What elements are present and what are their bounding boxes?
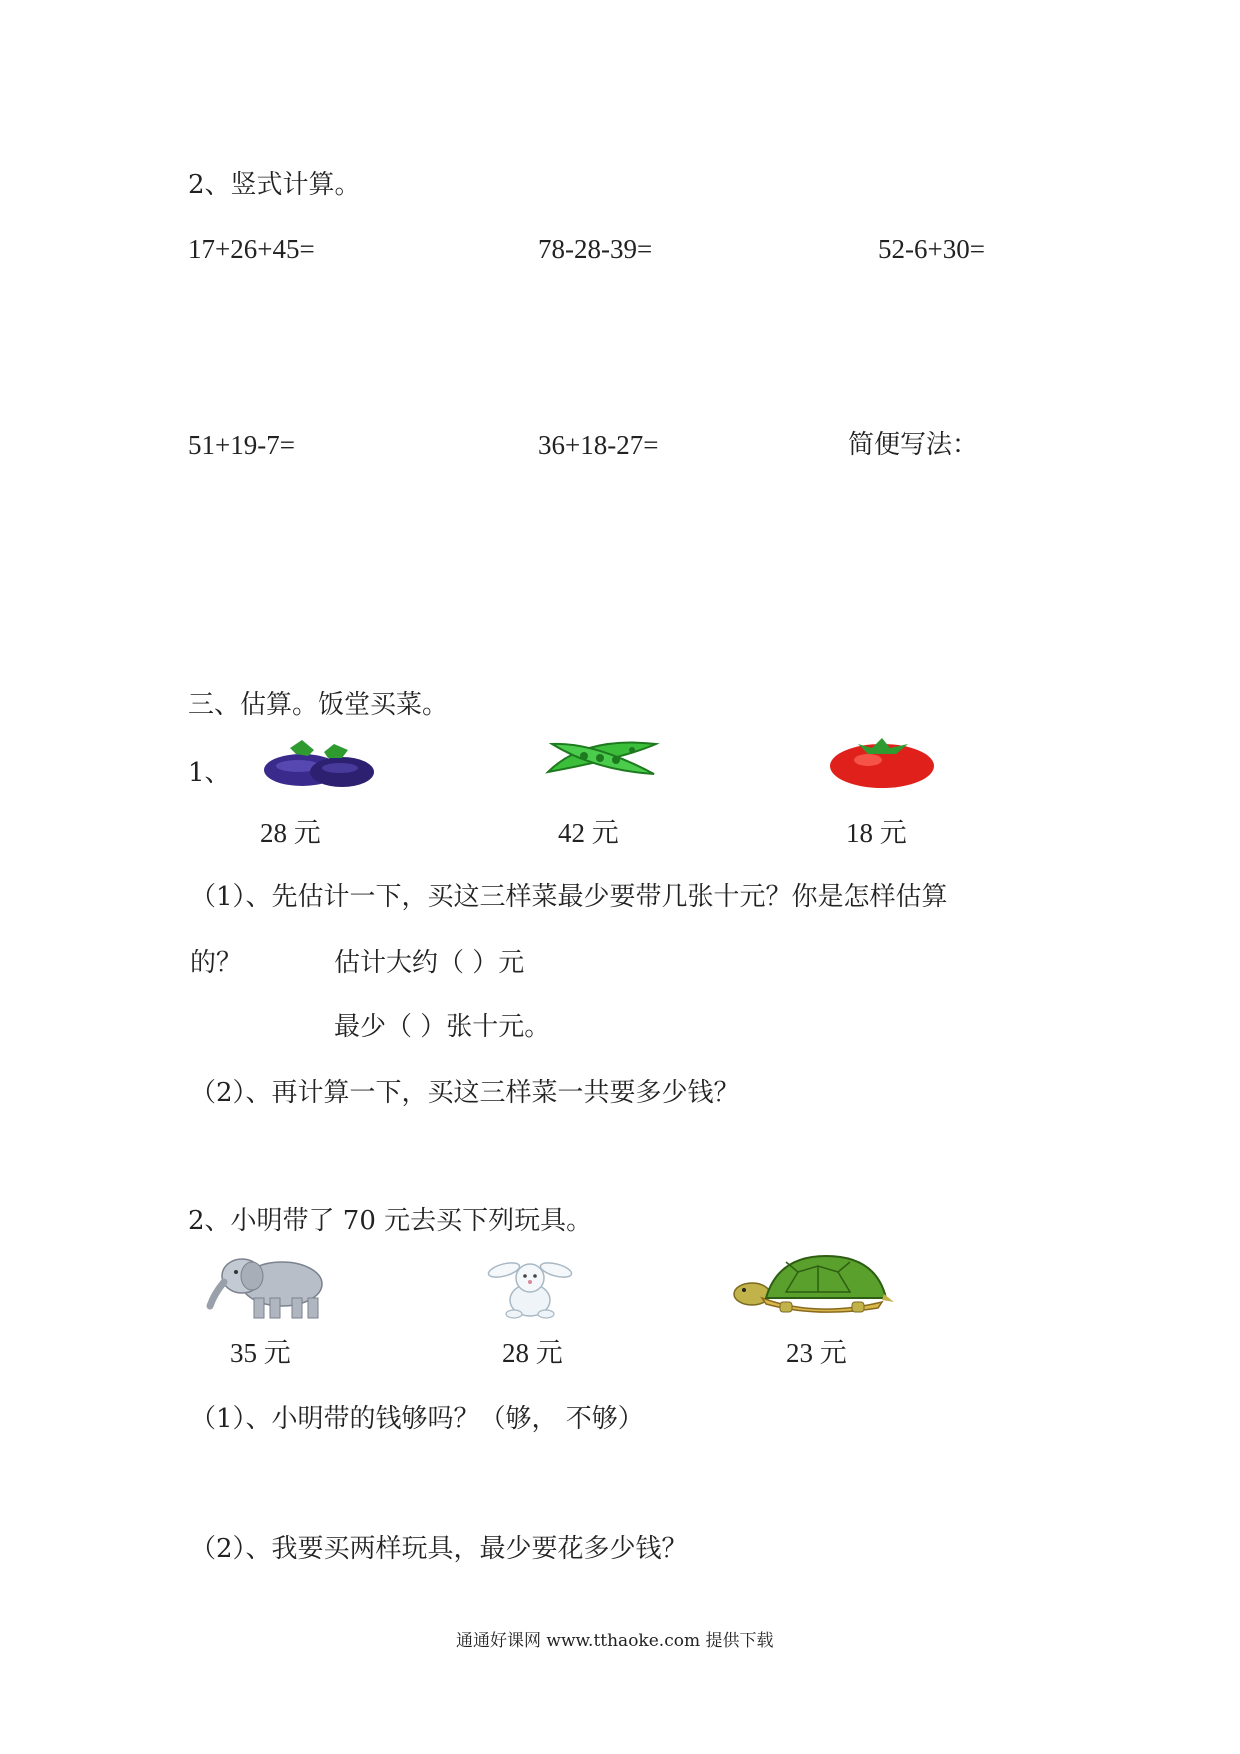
eggplant-icon (262, 736, 376, 792)
problem-4: 51+19-7= (188, 430, 295, 460)
question-1-estimate: 估计大约（ ）元 (334, 948, 525, 978)
question-2: （2）、再计算一下，买这三样菜一共要多少钱？ (190, 1078, 740, 1108)
tomato-icon (828, 734, 936, 790)
problem-2: 78-28-39= (538, 234, 653, 264)
pea-pod-icon (544, 734, 660, 782)
toy-price-3: 23 元 (786, 1338, 847, 1368)
problem-1: 17+26+45= (188, 234, 315, 264)
toy-question-2: （2）、我要买两样玩具，最少要花多少钱？ (190, 1534, 688, 1564)
page-footer: 通通好课网 www.tthaoke.com 提供下载 (456, 1631, 774, 1651)
question-1-minimum: 最少（ ）张十元。 (334, 1012, 551, 1042)
toy-question-1: （1）、小明带的钱够吗？（够， 不够） (190, 1404, 644, 1434)
item-2-heading: 2、小明带了 70 元去买下列玩具。 (188, 1206, 593, 1236)
problem-3: 52-6+30= (878, 234, 985, 264)
item-1-label: 1、 (188, 758, 231, 788)
problem-5: 36+18-27= (538, 430, 659, 460)
toy-price-1: 35 元 (230, 1338, 291, 1368)
vegetable-price-2: 42 元 (558, 818, 619, 848)
elephant-icon (206, 1254, 332, 1320)
turtle-icon (726, 1252, 896, 1318)
question-1-line-1: （1）、先估计一下，买这三样菜最少要带几张十元？你是怎样估算 (190, 882, 948, 912)
section-heading-estimate: 三、估算。饭堂买菜。 (188, 690, 449, 720)
toy-price-2: 28 元 (502, 1338, 563, 1368)
section-heading-vertical-calc: 2、竖式计算。 (188, 170, 361, 200)
vegetable-price-3: 18 元 (846, 818, 907, 848)
vegetable-price-1: 28 元 (260, 818, 321, 848)
question-1-line-2: 的？ (190, 948, 243, 978)
rabbit-icon (484, 1256, 576, 1320)
simplified-label: 简便写法： (848, 430, 979, 460)
